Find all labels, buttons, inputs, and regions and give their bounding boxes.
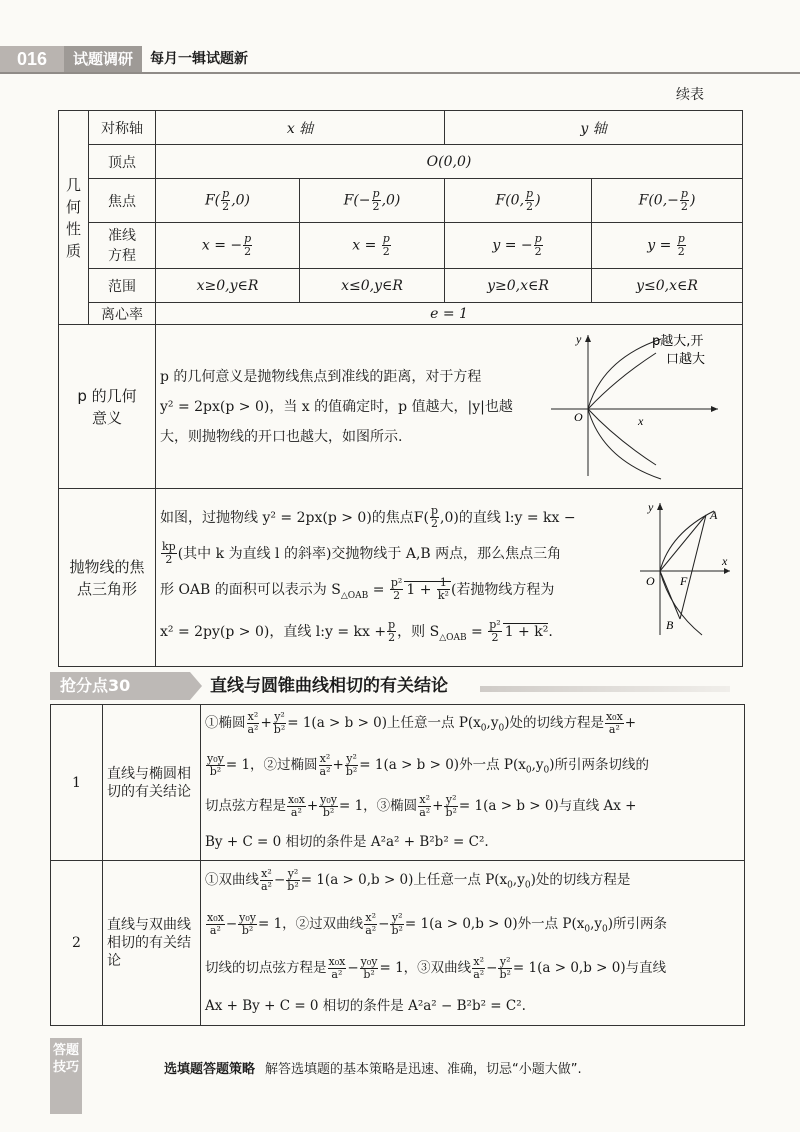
directrix-down: y = $\frac{p}{2}$ bbox=[592, 223, 743, 269]
row1-content bbox=[201, 705, 745, 861]
focal-triangle-figure bbox=[640, 501, 732, 637]
p-meaning-figure bbox=[546, 331, 736, 481]
p-figure-origin: O bbox=[574, 410, 583, 424]
symmetry-axis-y: y 轴 bbox=[445, 111, 743, 145]
parabola-table bbox=[58, 110, 743, 667]
section-tag: 抢分点30 bbox=[50, 672, 190, 700]
focal-triangle-cell bbox=[156, 489, 743, 667]
row1-line-4: By + C = 0 相切的条件是 A²a² + B²b² = C². bbox=[205, 834, 489, 851]
focal-figure-y-arrow bbox=[657, 503, 663, 510]
focal-figure-B: B bbox=[666, 618, 674, 632]
focal-figure-OB bbox=[660, 571, 680, 619]
focus-right: F( $\frac{p}{2}$ ,0) bbox=[156, 179, 300, 223]
focal-figure-A: A bbox=[710, 508, 718, 522]
p-figure-label-1: p越大,开 bbox=[652, 334, 704, 349]
section-tag-arrow bbox=[190, 672, 202, 700]
directrix-right: x = − $\frac{p}{2}$ bbox=[156, 223, 300, 269]
row2-line-4: Ax + By + C = 0 相切的条件是 A²a² − B²b² = C². bbox=[205, 997, 526, 1014]
row1-line-3: 切点弦方程是 $\frac{\text{x₀x}}{\text{a²}}$ + $\frac{\text{y₀y}}{\text{b²}}$ = 1，③椭圆 $\frac{\text{x²}}{\text{a²}}$ + $\frac{\text{y²}}{\text{b²}}$ = 1(a > b > 0)与直线 Ax + bbox=[205, 793, 637, 820]
focal-figure-O: O bbox=[646, 574, 655, 588]
focus-label: 焦点 bbox=[89, 179, 156, 223]
section-rule bbox=[480, 686, 730, 692]
p-meaning-label: p 的几何 意义 bbox=[59, 325, 156, 489]
tangent-table bbox=[50, 704, 745, 1026]
vertex-value: O(0,0) bbox=[156, 145, 743, 179]
focal-figure-F: F bbox=[680, 574, 688, 588]
symmetry-axis-label: 对称轴 bbox=[89, 111, 156, 145]
p-figure-y-arrow bbox=[585, 335, 591, 342]
row2-topic: 直线与双曲线相切的有关结论 bbox=[103, 861, 201, 1025]
directrix-up: y = − $\frac{p}{2}$ bbox=[445, 223, 592, 269]
p-meaning-line-2: y² = 2px(p > 0)，当 x 的值确定时，p 值越大，|y|也越 bbox=[160, 398, 513, 415]
footer-strategy-title: 选填题答题策略 bbox=[164, 1062, 256, 1077]
p-figure-x-arrow bbox=[711, 406, 718, 412]
row1-number: 1 bbox=[51, 705, 103, 861]
range-up: y≥0,x∈R bbox=[445, 269, 592, 303]
geometry-side-label: 几 何 性 质 bbox=[59, 111, 89, 325]
focal-figure-x-arrow bbox=[724, 568, 730, 574]
footer-tip bbox=[164, 1058, 582, 1077]
header-divider bbox=[0, 72, 800, 74]
section-title: 直线与圆锥曲线相切的有关结论 bbox=[210, 676, 448, 696]
focal-line-2: $\frac{kp}{2}$ (其中 k 为直线 l 的斜率)交抛物线于 A,B 两点，那么焦点三角 bbox=[162, 540, 562, 567]
p-figure-label-2: 口越大 bbox=[666, 352, 706, 367]
symmetry-axis-x: x 轴 bbox=[156, 111, 445, 145]
p-meaning-line-1: p 的几何意义是抛物线焦点到准线的距离，对于方程 bbox=[160, 368, 482, 385]
range-down: y≤0,x∈R bbox=[592, 269, 743, 303]
eccentricity-label: 离心率 bbox=[89, 303, 156, 325]
p-figure-y-label: y bbox=[576, 332, 582, 346]
p-meaning-cell bbox=[156, 325, 743, 489]
slogan: 每月一辑试题新 bbox=[150, 51, 248, 67]
directrix-label: 准线 方程 bbox=[89, 223, 156, 269]
row1-line-1: ①椭圆 $\frac{\text{x²}}{\text{a²}}$ + $\frac{\text{y²}}{\text{b²}}$ = 1(a > b > 0)上任意一点 $P(x_0,y_0)$处的切线方程是 $\frac{\text{x₀x}}{\text{a²}}$ + bbox=[205, 710, 637, 736]
focal-line-1: 如图，过抛物线 y² = 2px(p > 0)的焦点F( $\frac{p}{2}$ ,0)的直线 l:y = kx − bbox=[160, 504, 576, 531]
focus-down: F(0,− $\frac{p}{2}$ ) bbox=[592, 179, 743, 223]
focal-figure-y-label: y bbox=[648, 501, 654, 514]
focus-left: F(− $\frac{p}{2}$ ,0) bbox=[300, 179, 445, 223]
focal-figure-x-label: x bbox=[722, 554, 728, 568]
range-right: x≥0,y∈R bbox=[156, 269, 300, 303]
focal-line-4: x² = 2py(p > 0)，直线 l:y = kx + $\frac{p}{2}$ ，则 $S_{\triangle OAB}$ = $\frac{\text{p²}}{2}$ 1 + k². bbox=[160, 618, 553, 644]
directrix-left: x = $\frac{p}{2}$ bbox=[300, 223, 445, 269]
p-figure-x-label: x bbox=[638, 414, 644, 428]
eccentricity-value: e = 1 bbox=[156, 303, 743, 325]
footer-strategy-text: 解答选填题的基本策略是迅速、准确，切忌“小题大做”. bbox=[265, 1062, 582, 1077]
focal-triangle-text bbox=[160, 500, 650, 656]
row2-number: 2 bbox=[51, 861, 103, 1025]
focus-up: F(0, $\frac{p}{2}$ ) bbox=[445, 179, 592, 223]
row2-line-1: ①双曲线 $\frac{\text{x²}}{\text{a²}}$ − $\frac{\text{y²}}{\text{b²}}$ = 1(a > 0,b > 0)上任意一点 $P(x_0,y_0)$处的切线方程是 bbox=[205, 867, 631, 894]
focal-triangle-label: 抛物线的焦 点三角形 bbox=[59, 489, 156, 667]
row1-topic: 直线与椭圆相切的有关结论 bbox=[103, 705, 201, 861]
row2-line-3: 切线的切点弦方程是 $\frac{\text{x₀x}}{\text{a²}}$ − $\frac{\text{y₀y}}{\text{b²}}$ = 1，③双曲线 $\frac{\text{x²}}{\text{a²}}$ − $\frac{\text{y²}}{\text{b²}}$ = 1(a > 0,b > 0)与直线 bbox=[205, 954, 667, 981]
continued-label: 续表 bbox=[676, 87, 704, 103]
row2-line-2: $\frac{\text{x₀x}}{\text{a²}}$ − $\frac{\text{y₀y}}{\text{b²}}$ = 1，②过双曲线 $\frac{\text{x²}}{\text{a²}}$ − $\frac{\text{y²}}{\text{b²}}$ = 1(a > 0,b > 0)外一点 $P(x_0,y_0)$所引两条 bbox=[207, 911, 668, 938]
p-meaning-line-3: 大，则抛物线的开口也越大，如图所示. bbox=[160, 428, 403, 445]
page-number: 016 bbox=[0, 46, 64, 72]
brand-label: 试题调研 bbox=[64, 46, 142, 72]
vertex-label: 顶点 bbox=[89, 145, 156, 179]
row2-content bbox=[201, 861, 745, 1025]
focal-figure-parabola bbox=[660, 511, 714, 635]
focal-line-3: 形 OAB 的面积可以表示为 $S_{\triangle OAB}$ = $\frac{\text{p²}}{2}$ 1 + $\frac{1}{\text{k²}}$ (若抛物线方程为 bbox=[160, 576, 555, 603]
p-meaning-text bbox=[160, 362, 572, 452]
answer-skills-tab: 答题技巧 bbox=[50, 1038, 82, 1114]
row1-line-2: $\frac{\text{y₀y}}{\text{b²}}$ = 1，②过椭圆 $\frac{\text{x²}}{\text{a²}}$ + $\frac{\text{y²}}{\text{b²}}$ = 1(a > b > 0)外一点 $P(x_0,y_0)$所引两条切线的 bbox=[207, 751, 650, 778]
range-left: x≤0,y∈R bbox=[300, 269, 445, 303]
range-label: 范围 bbox=[89, 269, 156, 303]
